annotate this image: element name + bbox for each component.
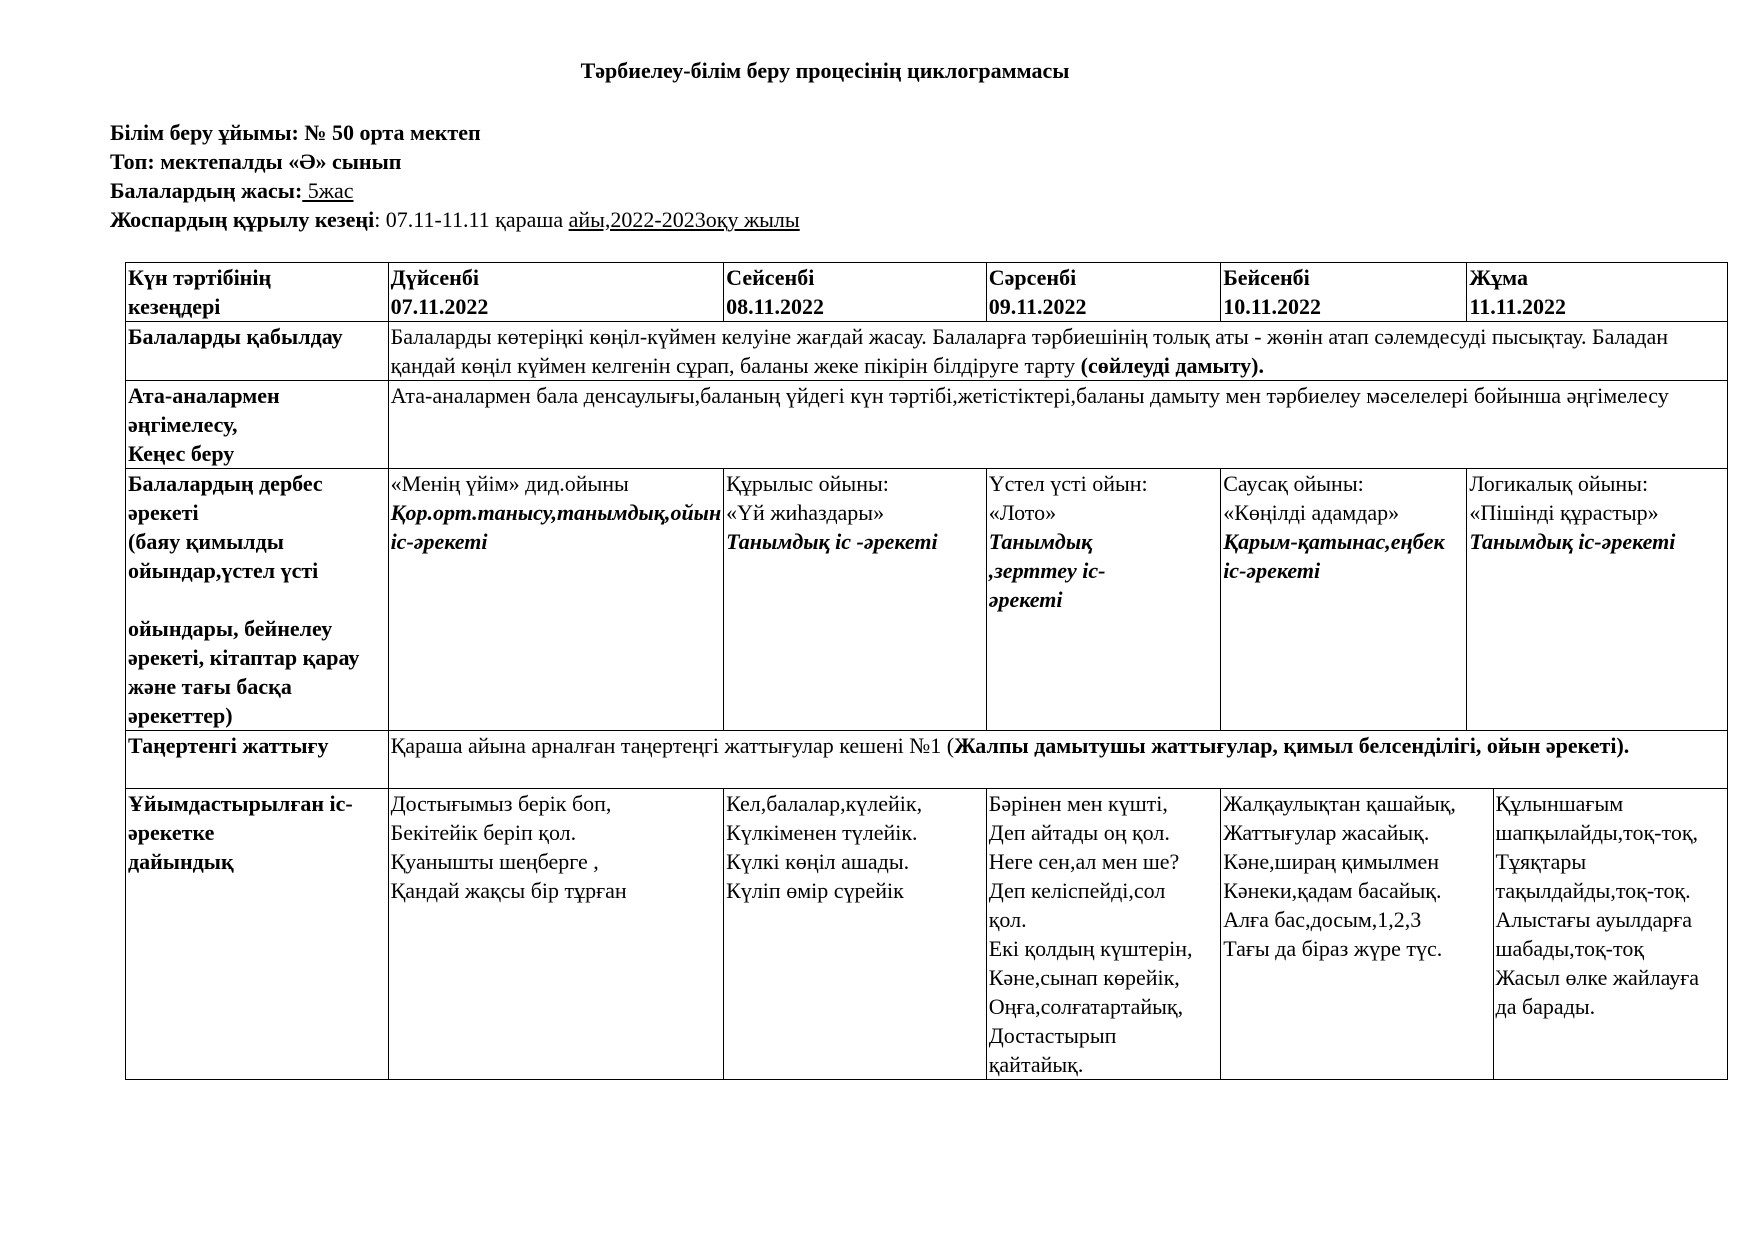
schedule-table: [125, 262, 1728, 1080]
group-label: Топ:: [110, 149, 155, 174]
prep-wednesday: Бәрінен мен күшті, Деп айтады оң қол. Неге сен,ал мен ше? Деп келіспейді,сол қол. Екі қолдың күштерін, Кәне,сынап көрейік, Оңға,солғатартайық, Достастырып қайтайық.: [986, 789, 1220, 1080]
header-row: [126, 263, 1728, 322]
period-line: [110, 205, 800, 234]
document-meta: [110, 118, 800, 234]
age-line: [110, 176, 800, 205]
prep-monday: Достығымыз берік боп, Бекітейік беріп қол. Қуанышты шеңберге , Қандай жақсы бір тұрған: [388, 789, 724, 1080]
prep-tuesday: Кел,балалар,күлейік, Күлкіменен түлейік. Күлкі көңіл ашады. Күліп өмір сүрейік: [724, 789, 987, 1080]
independent-monday: «Менің үйім» дид.ойыны Қор.орт.танысу,танымдық,ойын іс-әрекеті: [388, 469, 724, 731]
group-line: [110, 147, 800, 176]
independent-tuesday: Құрылыс ойыны: «Үй жиһаздары» Танымдық іс -әрекеті: [724, 469, 987, 731]
independent-label: Балалардың дербес әрекеті (баяу қимылды ойындар,үстел үсті ойындары, бейнелеу әрекеті, кітаптар қарау және тағы басқа әрекеттер): [126, 469, 389, 731]
page-title: Тәрбиелеу-білім беру процесінің циклограммасы: [580, 58, 1070, 83]
parents-text: Ата-аналармен бала денсаулығы,баланың үйдегі күн тәртібі,жетістіктері,баланы дамыту мен тәрбиелеу мәселелері бойынша әңгімелесу: [388, 381, 1727, 469]
period-value-underlined: айы,2022-2023оқу жылы: [568, 207, 800, 232]
independent-friday: Логикалық ойыны: «Пішінді құрастыр» Танымдық іс-әрекеті: [1467, 469, 1728, 731]
header-day-wednesday: Сәрсенбі 09.11.2022: [986, 263, 1220, 322]
independent-row: [126, 469, 1728, 731]
prep-thursday: Жалқаулықтан қашайық, Жаттығулар жасайық. Кәне,шираң қимылмен Кәнеки,қадам басайық. Алға бас,досым,1,2,3 Тағы да біраз жүре түс.: [1221, 789, 1493, 1080]
period-value: : 07.11-11.11 қараша: [374, 207, 569, 232]
prep-row: [126, 789, 1728, 1080]
header-day-tuesday: Сейсенбі 08.11.2022: [724, 263, 987, 322]
prep-friday: Құлыншағым шапқылайды,тоқ-тоқ, Тұяқтары тақылдайды,тоқ-тоқ. Алыстағы ауылдарға шабады,тоқ-тоқ Жасыл өлке жайлауға да барады.: [1493, 789, 1727, 1080]
age-value: 5жас: [302, 178, 354, 203]
parents-label: Ата-аналармен әңгімелесу, Кеңес беру: [126, 381, 389, 469]
org-label: Білім беру ұйымы:: [110, 120, 299, 145]
morning-label: Таңертенгі жаттығу: [126, 731, 389, 789]
age-label: Балалардың жасы:: [110, 178, 303, 203]
reception-text: Балаларды көтеріңкі көңіл-күймен келуіне жағдай жасау. Балаларға тәрбиешінің толық аты - жөнін атап сәлемдесуді пысықтау. Баладан қандай көңіл күймен келгенін сұрап, баланы жеке пікірін білдіруге тарту (сөйлеуді дамыту).: [388, 322, 1727, 381]
independent-thursday: Саусақ ойыны: «Көңілді адамдар» Қарым-қатынас,еңбек іс-әрекеті: [1221, 469, 1467, 731]
parents-row: [126, 381, 1728, 469]
prep-label: Ұйымдастырылған іс- әрекетке дайындық: [126, 789, 389, 1080]
org-line: [110, 118, 800, 147]
period-label: Жоспардың құрылу кезеңі: [110, 207, 375, 232]
header-day-thursday: Бейсенбі 10.11.2022: [1221, 263, 1467, 322]
header-period-cell: Күн тәртібінің кезеңдері: [126, 263, 389, 322]
morning-row: [126, 731, 1728, 789]
independent-wednesday: Үстел үсті ойын: «Лото» Танымдық ,зерттеу іс- әрекеті: [986, 469, 1220, 731]
reception-row: [126, 322, 1728, 381]
group-value: мектепалды «Ә» сынып: [160, 149, 402, 174]
header-day-friday: Жұма 11.11.2022: [1467, 263, 1728, 322]
morning-text: Қараша айына арналған таңертеңгі жаттығулар кешені №1 (Жалпы дамытушы жаттығулар, қимыл белсенділігі, ойын әрекеті).: [388, 731, 1727, 789]
reception-label: Балаларды қабылдау: [126, 322, 389, 381]
header-day-monday: Дүйсенбі 07.11.2022: [388, 263, 724, 322]
org-value: № 50 орта мектеп: [304, 120, 481, 145]
